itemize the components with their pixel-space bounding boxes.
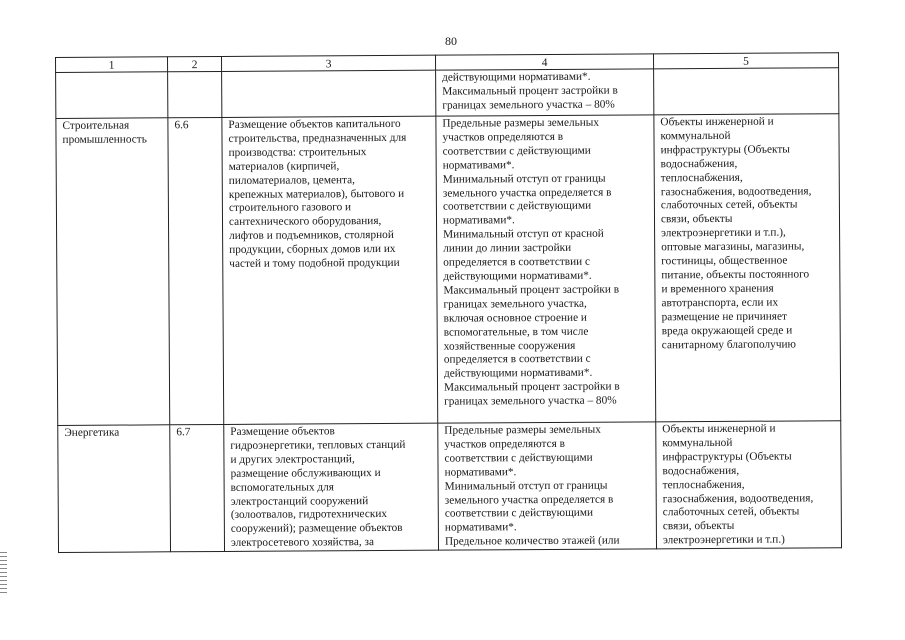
- text-line: сооружений); размещение объектов: [230, 522, 403, 536]
- use-code-cell: 6.7: [170, 424, 225, 551]
- auxiliary-uses-cell: [654, 114, 841, 422]
- text-line: гидроэнергетики, тепловых станций: [230, 438, 406, 452]
- text-line: электроэнергетики и т.п.): [662, 533, 785, 547]
- text-line: линии до линии застройки: [443, 242, 572, 255]
- table-row-construction-industry: [56, 114, 841, 426]
- text-line: водоснабжения,: [662, 464, 740, 478]
- text-line: нормативами*.: [444, 521, 517, 534]
- text-line: границах земельного участка – 80%: [442, 98, 615, 112]
- text-line: определяется в соответствии с: [443, 353, 591, 367]
- text-line: хозяйственные сооружения: [443, 339, 576, 353]
- parameters-cell: [436, 115, 656, 423]
- text-line: нормативами*.: [442, 158, 515, 172]
- auxiliary-uses-cell: [656, 421, 842, 549]
- text-line: соответствии с действующими: [442, 200, 592, 214]
- text-line: газоснабжения, водоотведения,: [662, 491, 814, 505]
- continuation-col-3: [222, 70, 436, 117]
- text-line: инфраструктуры (Объекты: [660, 143, 790, 157]
- text-line: нормативами*.: [444, 465, 517, 479]
- text-line: Максимальный процент застройки в: [443, 283, 620, 297]
- text-line: действующими нормативами*.: [443, 367, 593, 380]
- text-line: границах земельного участка,: [443, 297, 587, 311]
- text-line: строительства, предназначенных для: [228, 131, 407, 145]
- parameters-cell: [438, 422, 657, 550]
- text-line: Объекты инженерной и: [660, 115, 774, 129]
- text-line: слаботочных сетей, объекты: [662, 505, 800, 519]
- text-line: вспомогательные, в том числе: [443, 325, 589, 339]
- text-line: инфраструктуры (Объекты: [662, 450, 792, 464]
- text-line: Энергетика: [64, 426, 120, 439]
- text-line: Максимальный процент застройки в: [443, 380, 620, 394]
- text-line: электростанций сооружений: [230, 494, 369, 508]
- text-line: земельного участка определяется в: [444, 493, 614, 507]
- use-code-cell: 6.6: [168, 117, 224, 424]
- text-line: слаботочных сетей, объекты: [660, 198, 798, 212]
- text-line: размещение не причиняет: [661, 310, 787, 323]
- text-line: Минимальный отступ от границы: [442, 172, 606, 186]
- text-line: коммунальной: [660, 129, 731, 143]
- text-line: пиломатериалов, цемента,: [228, 173, 355, 187]
- text-line: сантехнического оборудования,: [228, 215, 382, 229]
- text-line: определяется в соответствии с: [443, 255, 591, 269]
- text-line: Строительная: [62, 119, 130, 132]
- text-line: Максимальный процент застройки в: [442, 84, 618, 98]
- text-line: Минимальный отступ от красной: [443, 227, 604, 241]
- use-description-cell: [224, 423, 439, 551]
- text-line: Размещение объектов: [230, 425, 335, 438]
- text-line: продукции, сборных домов или их: [229, 243, 396, 257]
- header-col-5: 5: [653, 53, 838, 69]
- text-line: автотранспорта, если их: [661, 296, 779, 310]
- use-description-cell: [222, 116, 438, 424]
- text-line: участков определяются в: [444, 437, 565, 451]
- table-row-energy: [58, 421, 842, 553]
- text-line: соответствии с действующими: [444, 507, 594, 521]
- text-line: Размещение объектов капитального: [228, 117, 401, 131]
- text-line: и других электростанций,: [230, 452, 355, 466]
- continuation-row: [56, 68, 839, 119]
- use-name-cell: [58, 425, 171, 553]
- text-line: связи, объекты: [662, 520, 735, 533]
- text-line: Предельные размеры земельных: [442, 116, 600, 130]
- text-line: крепежных материалов), бытового и: [228, 187, 405, 201]
- text-line: вреда окружающей среде и: [661, 324, 793, 337]
- text-line: размещение обслуживающих и: [230, 466, 381, 480]
- continuation-col-2: [168, 71, 222, 117]
- page-number: 80: [445, 34, 457, 48]
- text-line: гостиницы, общественное: [661, 254, 788, 268]
- text-line: материалов (кирпичей,: [228, 159, 340, 173]
- text-line: границах земельного участка – 80%: [444, 394, 617, 408]
- text-line: теплоснабжения,: [662, 478, 745, 491]
- text-line: (золоотвалов, гидротехнических: [230, 508, 388, 522]
- text-line: Предельное количество этажей (или: [444, 534, 620, 548]
- text-line: связи, объекты: [660, 213, 733, 226]
- header-col-2: 2: [168, 56, 222, 71]
- continuation-parameters: [436, 69, 654, 116]
- text-line: действующими нормативами*.: [442, 70, 591, 84]
- text-line: питание, объекты постоянного: [661, 268, 810, 282]
- continuation-col-5: [654, 68, 839, 115]
- continuation-col-1: [56, 72, 168, 119]
- header-col-4: 4: [435, 54, 653, 70]
- text-line: газоснабжения, водоотведения,: [660, 184, 812, 198]
- text-line: вспомогательных для: [230, 480, 335, 494]
- text-line: действующими нормативами*.: [443, 269, 592, 283]
- text-line: электросетевого хозяйства, за: [230, 536, 374, 550]
- text-line: санитарному благополучию: [661, 337, 797, 351]
- text-line: земельного участка определяется в: [442, 186, 612, 200]
- text-line: коммунальной: [662, 436, 733, 450]
- text-line: оптовые магазины, магазины,: [661, 240, 805, 254]
- text-line: соответствии с действующими: [442, 144, 591, 158]
- text-line: участков определяются в: [442, 130, 564, 144]
- text-line: Минимальный отступ от границы: [444, 479, 608, 493]
- text-line: соответствии с действующими: [444, 451, 593, 465]
- use-name-cell: [56, 118, 170, 426]
- text-line: частей и тому подобной продукции: [229, 256, 400, 271]
- text-line: Предельные размеры земельных: [444, 423, 601, 437]
- text-line: включая основное строение и: [443, 311, 587, 325]
- land-use-table: [55, 52, 842, 553]
- text-line: нормативами*.: [442, 214, 515, 227]
- header-col-3: 3: [221, 55, 435, 71]
- text-line: лифтов и подъемников, столярной: [229, 229, 394, 243]
- text-line: электроэнергетики и т.п.),: [661, 226, 786, 240]
- scan-binding-marks: [0, 552, 7, 594]
- text-line: промышленность: [62, 133, 147, 146]
- text-line: производства: строительных: [228, 145, 367, 159]
- text-line: и временного хранения: [661, 282, 774, 296]
- text-line: строительного газового и: [228, 201, 352, 215]
- text-line: водоснабжения,: [660, 157, 738, 171]
- header-col-1: 1: [56, 57, 168, 73]
- text-line: Объекты инженерной и: [662, 422, 776, 436]
- text-line: теплоснабжения,: [660, 171, 743, 184]
